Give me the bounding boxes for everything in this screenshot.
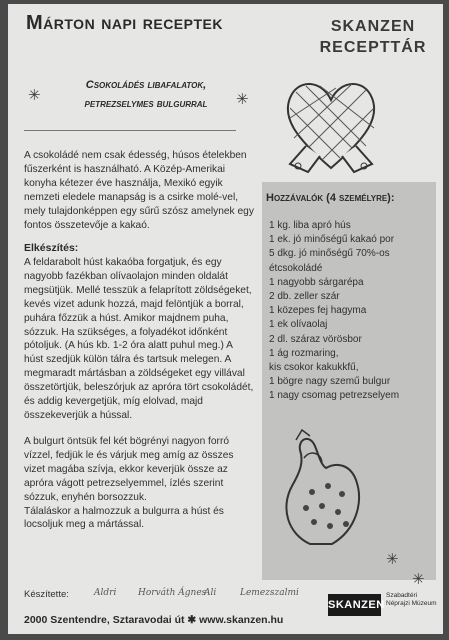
skanzen-logo: SKANZEN [328, 594, 381, 616]
method-text [24, 256, 254, 423]
ingredient-item: 1 bögre nagy szemű bulgur [269, 376, 391, 388]
ingredient-item: 5 dkg. jó minőségű 70%-os étcsokoládé [269, 248, 390, 274]
brand-label [308, 16, 438, 58]
snowflake-star-icon: ✳ [28, 87, 41, 104]
intro-text: A csokoládé nem csak édesség, húsos ételekben fűszerként is használható. A Közép-Amerikai konyha kétezer éve használja, Mexikó egyik nemzeti eledele manapság is a csirke molé-vel, mely tulajdonképpen egy sűrű szósz amelynek egy fontos összetevője a kakaó. [24, 150, 254, 231]
recipe-title [56, 76, 236, 114]
signature: Horváth Ágnes [138, 588, 207, 598]
ingredient-item: 1 ek olívaolaj [269, 319, 328, 331]
ingredient-item: 1 ek. jó minőségű kakaó por [269, 234, 395, 246]
heart-mitten-illustration [276, 68, 386, 176]
title-text: Márton napi receptek [26, 12, 223, 34]
brand-line-2: RECEPTTÁR [319, 39, 427, 56]
brand-line-1: SKANZEN [330, 18, 416, 35]
snowflake-star-icon: ✳ [386, 551, 399, 568]
dotted-mitten-illustration [270, 422, 380, 552]
recipe-title-line-2: petrezselymes bulgurral [84, 98, 208, 110]
method-text-2 [24, 435, 254, 532]
signature: Lemezszalmi [240, 588, 299, 598]
ingredients-list [269, 219, 435, 404]
ingredients-heading: Hozzávalók (4 személyre): [266, 192, 395, 204]
credits-label: Készítette: [24, 589, 69, 600]
method-heading: Elkészítés: [24, 242, 79, 254]
method-paragraph-3: Tálaláskor a halmozzuk a bulgurra a húst és locsoljuk meg a mártással. [24, 505, 224, 531]
recipe-card [8, 4, 443, 634]
recipe-title-line-1: Csokoládés libafalatok, [85, 79, 207, 91]
ingredient-item: 2 db. zeller szár [269, 291, 340, 303]
snowflake-star-icon: ✳ [412, 571, 425, 588]
museum-subtitle: Szabadtéri Néprajzi Múzeum [386, 592, 437, 607]
ingredient-item: 2 dl. száraz vörösbor [269, 333, 362, 345]
signature: Aldri [94, 588, 117, 598]
page-title [26, 12, 223, 35]
ingredient-item: 1 nagy csomag petrezselyem [269, 390, 400, 402]
ingredient-item: kis csokor kakukkfű, [269, 362, 359, 374]
ingredient-item: 1 közepes fej hagyma [269, 305, 367, 317]
method-paragraph-2: A bulgurt öntsük fel két bögrényi nagyon forró vízzel, fedjük le és várjuk meg amíg az összes vizet magába szívja, ekkor keverjük össze az apróra vágott petrezselyemmel, ízlés szerint sózzuk, enyhén borsozzuk. [24, 436, 234, 503]
method-paragraph-1: A feldarabolt húst kakaóba forgatjuk, és egy nagyobb fazékban olívaolajon minden oldalát megsütjük. Mellé tesszük a felaprított zöldségeket, kevés vizet adunk hozzá, majd felöntjük a borral, puhára főzzük a húst. Amikor majdnem puha, sózzuk. Ha szükséges, a folyadékot időnként pótoljuk. (A hús kb. 1-2 óra alatt puhul meg.) A húst szedjük külön tálra és tartsuk melegen. A megmaradt mártásban a zöldségeket egy villával összetörtjük, beleszórjuk az apróra tört csokoládét, és addig kevergetjük, míg elolvad, majd összekeverjük a hússal. [24, 257, 254, 421]
snowflake-star-icon: ✳ [236, 91, 249, 108]
ingredient-item: 1 kg. liba apró hús [269, 220, 351, 231]
intro-paragraph [24, 149, 254, 232]
ingredient-item: 1 nagyobb sárgarépa [269, 276, 364, 288]
address-line: 2000 Szentendre, Sztaravodai út ✱ www.skanzen.hu [24, 614, 284, 626]
signature: Ali [204, 588, 217, 598]
title-divider [24, 130, 236, 131]
ingredient-item: 1 ág rozmaring, [269, 347, 339, 359]
